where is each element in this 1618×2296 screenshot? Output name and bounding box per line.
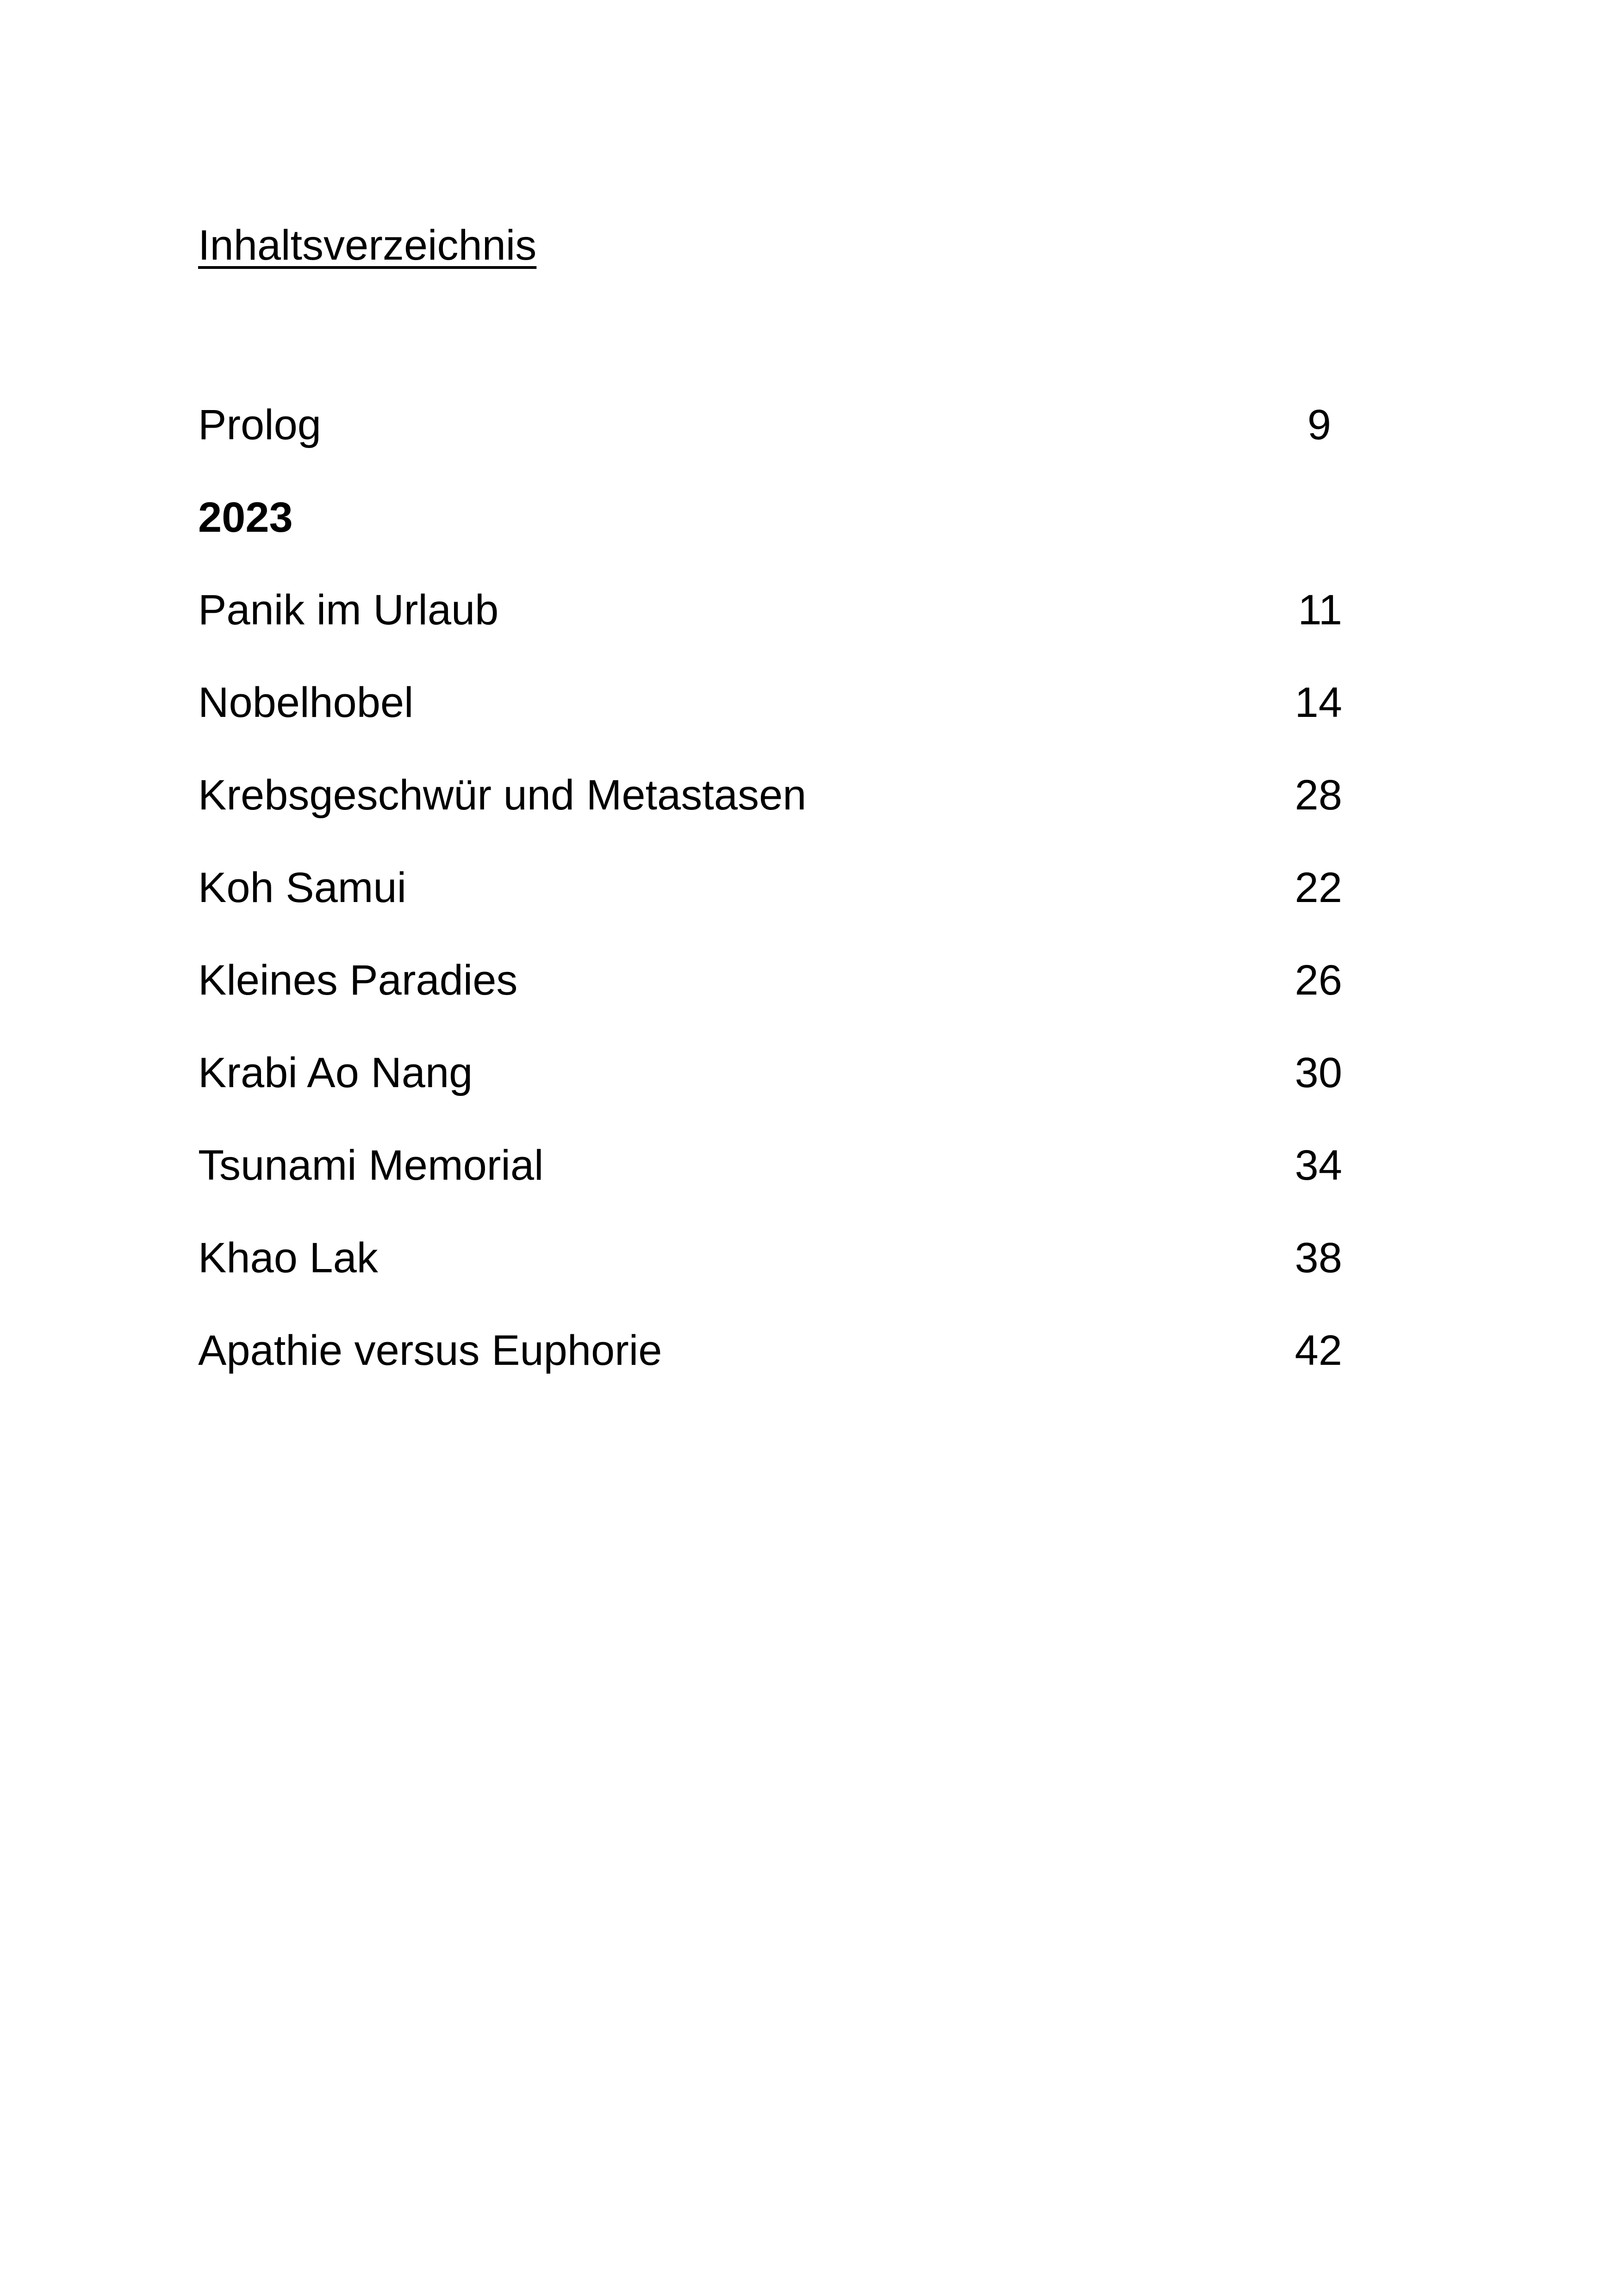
toc-list <box>198 397 1342 1415</box>
toc-entry <box>198 582 1342 675</box>
toc-entry-page: 14 <box>1294 679 1342 726</box>
toc-entry-page: 22 <box>1294 864 1342 911</box>
toc-entry-label: Prolog <box>198 401 321 448</box>
toc-entry <box>198 1138 1342 1230</box>
toc-entry-label: Krebsgeschwür und Metastasen <box>198 772 807 819</box>
toc-entry-label: Khao Lak <box>198 1234 378 1282</box>
toc-heading: Inhaltsverzeichnis <box>198 222 537 269</box>
toc-entry-label: Tsunami Memorial <box>198 1142 544 1189</box>
toc-entry <box>198 1323 1342 1415</box>
toc-entry-label: Koh Samui <box>198 864 407 911</box>
toc-section-heading <box>198 490 1342 582</box>
toc-entry-page: 11 <box>1298 586 1342 634</box>
toc-section-label: 2023 <box>198 494 293 541</box>
toc-entry-page: 26 <box>1294 957 1342 1004</box>
toc-entry-label: Krabi Ao Nang <box>198 1049 473 1096</box>
toc-entry-page: 34 <box>1294 1142 1342 1189</box>
toc-entry <box>198 675 1342 767</box>
toc-entry-page: 28 <box>1294 772 1342 819</box>
toc-entry <box>198 767 1342 860</box>
toc-entry-page: 38 <box>1294 1234 1342 1282</box>
toc-entry-page: 9 <box>1307 401 1331 448</box>
toc-entry <box>198 1230 1342 1323</box>
toc-entry-label: Panik im Urlaub <box>198 586 499 634</box>
toc-entry-label: Kleines Paradies <box>198 957 518 1004</box>
toc-entry <box>198 952 1342 1045</box>
toc-entry-label: Apathie versus Euphorie <box>198 1327 662 1374</box>
toc-entry <box>198 860 1342 952</box>
toc-entry <box>198 1045 1342 1138</box>
toc-entry <box>198 397 1342 490</box>
toc-entry-page: 42 <box>1294 1327 1342 1374</box>
toc-entry-page: 30 <box>1294 1049 1342 1096</box>
toc-entry-label: Nobelhobel <box>198 679 414 726</box>
